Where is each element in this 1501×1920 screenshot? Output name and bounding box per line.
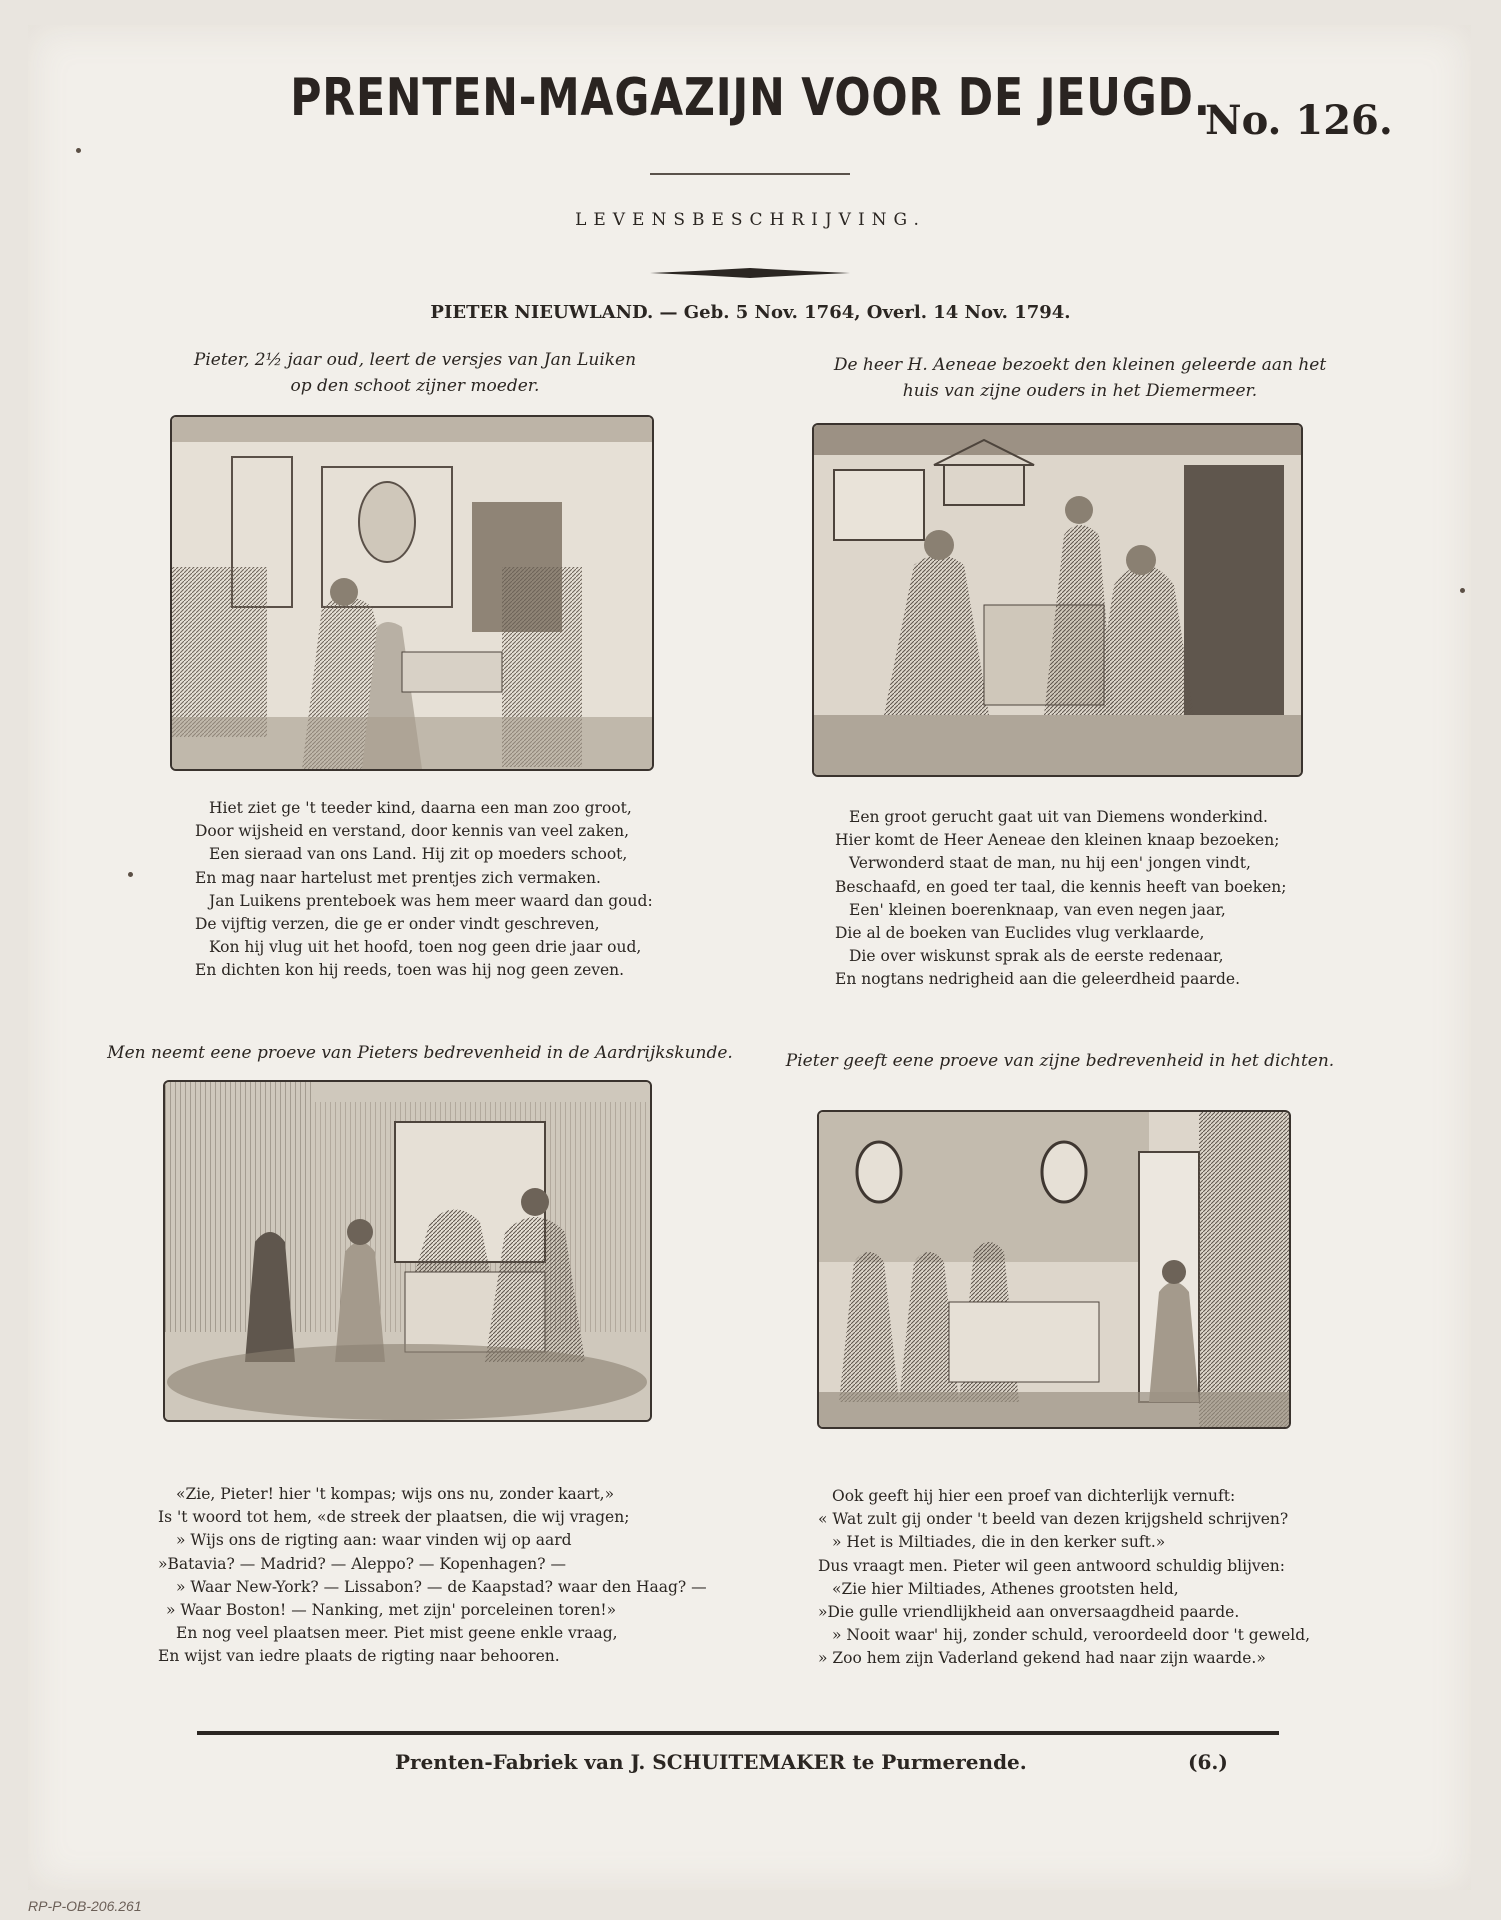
panel-3-engraving [163, 1080, 652, 1422]
verse-line: Dus vraagt men. Pieter wil geen antwoord schuldig blijven: [818, 1556, 1286, 1575]
verse-line: Jan Luikens prenteboek was hem meer waard dan goud: [209, 891, 653, 910]
verse-line: En dichten kon hij reeds, toen was hij nog geen zeven. [195, 961, 625, 980]
verse-line: Verwonderd staat de man, nu hij een' jongen vindt, [849, 854, 1251, 873]
panel-3-verse [158, 1483, 707, 1669]
verse-line: Beschaafd, en goed ter taal, die kennis heeft van boeken; [835, 877, 1287, 896]
verse-line: »Batavia? — Madrid? — Aleppo? — Kopenhagen? — [158, 1554, 566, 1573]
verse-line: » Het is Miltiades, die in den kerker suft.» [832, 1533, 1166, 1552]
ink-speck [1460, 588, 1465, 593]
panel-1-verse [195, 797, 653, 983]
panel-4-verse [818, 1485, 1310, 1671]
caption-line: Men neemt eene proeve van Pieters bedrevenheid in de Aardrijkskunde. [107, 1043, 733, 1063]
caption-line: huis van zijne ouders in het Diemermeer. [902, 381, 1258, 401]
sheet-number: (6.) [1188, 1750, 1228, 1774]
verse-line: Is 't woord tot hem, «de streek der plaatsen, die wij vragen; [158, 1508, 630, 1527]
verse-line: « Wat zult gij onder 't beeld van dezen krijgsheld schrijven? [818, 1510, 1289, 1529]
page-title: PRENTEN-MAGAZIJN VOOR DE JEUGD. [290, 68, 1211, 128]
verse-line: » Nooit waar' hij, zonder schuld, veroordeeld door 't geweld, [832, 1626, 1311, 1645]
inventory-mark: RP-P-OB-206.261 [28, 1898, 142, 1914]
footer-rule [197, 1731, 1279, 1735]
verse-line: En mag naar hartelust met prentjes zich vermaken. [195, 868, 601, 887]
verse-line: Door wijsheid en verstand, door kennis van veel zaken, [195, 822, 630, 841]
verse-line: En nog veel plaatsen meer. Piet mist geene enkle vraag, [176, 1624, 618, 1643]
verse-line: » Waar Boston! — Nanking, met zijn' porceleinen toren!» [166, 1601, 617, 1620]
caption-line: De heer H. Aeneae bezoekt den kleinen geleerde aan het [833, 355, 1327, 375]
caption-line: op den schoot zijner moeder. [290, 376, 540, 396]
panel-2-engraving [812, 423, 1303, 777]
caption-line: Pieter geeft eene proeve van zijne bedrevenheid in het dichten. [785, 1051, 1335, 1071]
panel-1-engraving [170, 415, 654, 771]
publisher-line: Prenten-Fabriek van J. SCHUITEMAKER te Purmerende. [395, 1750, 1027, 1774]
flourish-ornament [650, 266, 850, 285]
verse-line: Hier komt de Heer Aeneae den kleinen knaap bezoeken; [835, 831, 1280, 850]
verse-line: Een' kleinen boerenknaap, van even negen jaar, [849, 900, 1226, 919]
panel-2-verse [835, 806, 1286, 992]
title-divider [650, 173, 850, 175]
verse-line: Ook geeft hij hier een proef van dichterlijk vernuft: [832, 1487, 1236, 1505]
verse-line: Die al de boeken van Euclides vlug verklaarde, [835, 924, 1205, 943]
panel-3-caption [100, 1040, 740, 1066]
verse-line: «Zie hier Miltiades, Athenes grootsten held, [832, 1579, 1179, 1598]
verse-line: Een sieraad van ons Land. Hij zit op moeders schoot, [209, 845, 628, 864]
panel-1-caption [150, 347, 680, 399]
verse-line: De vijftig verzen, die ge er onder vindt geschreven, [195, 915, 600, 934]
panel-4-caption [780, 1048, 1340, 1074]
verse-line: En nogtans nedrigheid aan die geleerdheid paarde. [835, 970, 1241, 989]
ink-speck [76, 148, 81, 153]
panel-4-engraving [817, 1110, 1291, 1429]
verse-line: » Zoo hem zijn Vaderland gekend had naar zijn waarde.» [818, 1649, 1266, 1668]
verse-line: Hiet ziet ge 't teeder kind, daarna een man zoo groot, [209, 799, 632, 817]
verse-line: »Die gulle vriendlijkheid aan onversaagdheid paarde. [818, 1603, 1240, 1622]
issue-number: No. 126. [1205, 97, 1393, 144]
ink-speck [128, 872, 133, 877]
verse-line: Kon hij vlug uit het hoofd, toen nog geen drie jaar oud, [209, 938, 642, 957]
section-subtitle: LEVENSBESCHRIJVING. [575, 210, 926, 230]
verse-line: » Wijs ons de rigting aan: waar vinden wij op aard [176, 1531, 572, 1550]
caption-line: Pieter, 2½ jaar oud, leert de versjes van Jan Luiken [193, 350, 637, 370]
verse-line: Een groot gerucht gaat uit van Diemens wonderkind. [849, 808, 1268, 826]
panel-2-caption [800, 352, 1360, 404]
verse-line: En wijst van iedre plaats de rigting naar behooren. [158, 1647, 560, 1666]
verse-line: «Zie, Pieter! hier 't kompas; wijs ons nu, zonder kaart,» [176, 1485, 615, 1503]
biography-heading: PIETER NIEUWLAND. — Geb. 5 Nov. 1764, Overl. 14 Nov. 1794. [430, 302, 1071, 323]
verse-line: » Waar New-York? — Lissabon? — de Kaapstad? waar den Haag? — [176, 1577, 707, 1596]
verse-line: Die over wiskunst sprak als de eerste redenaar, [849, 947, 1224, 966]
